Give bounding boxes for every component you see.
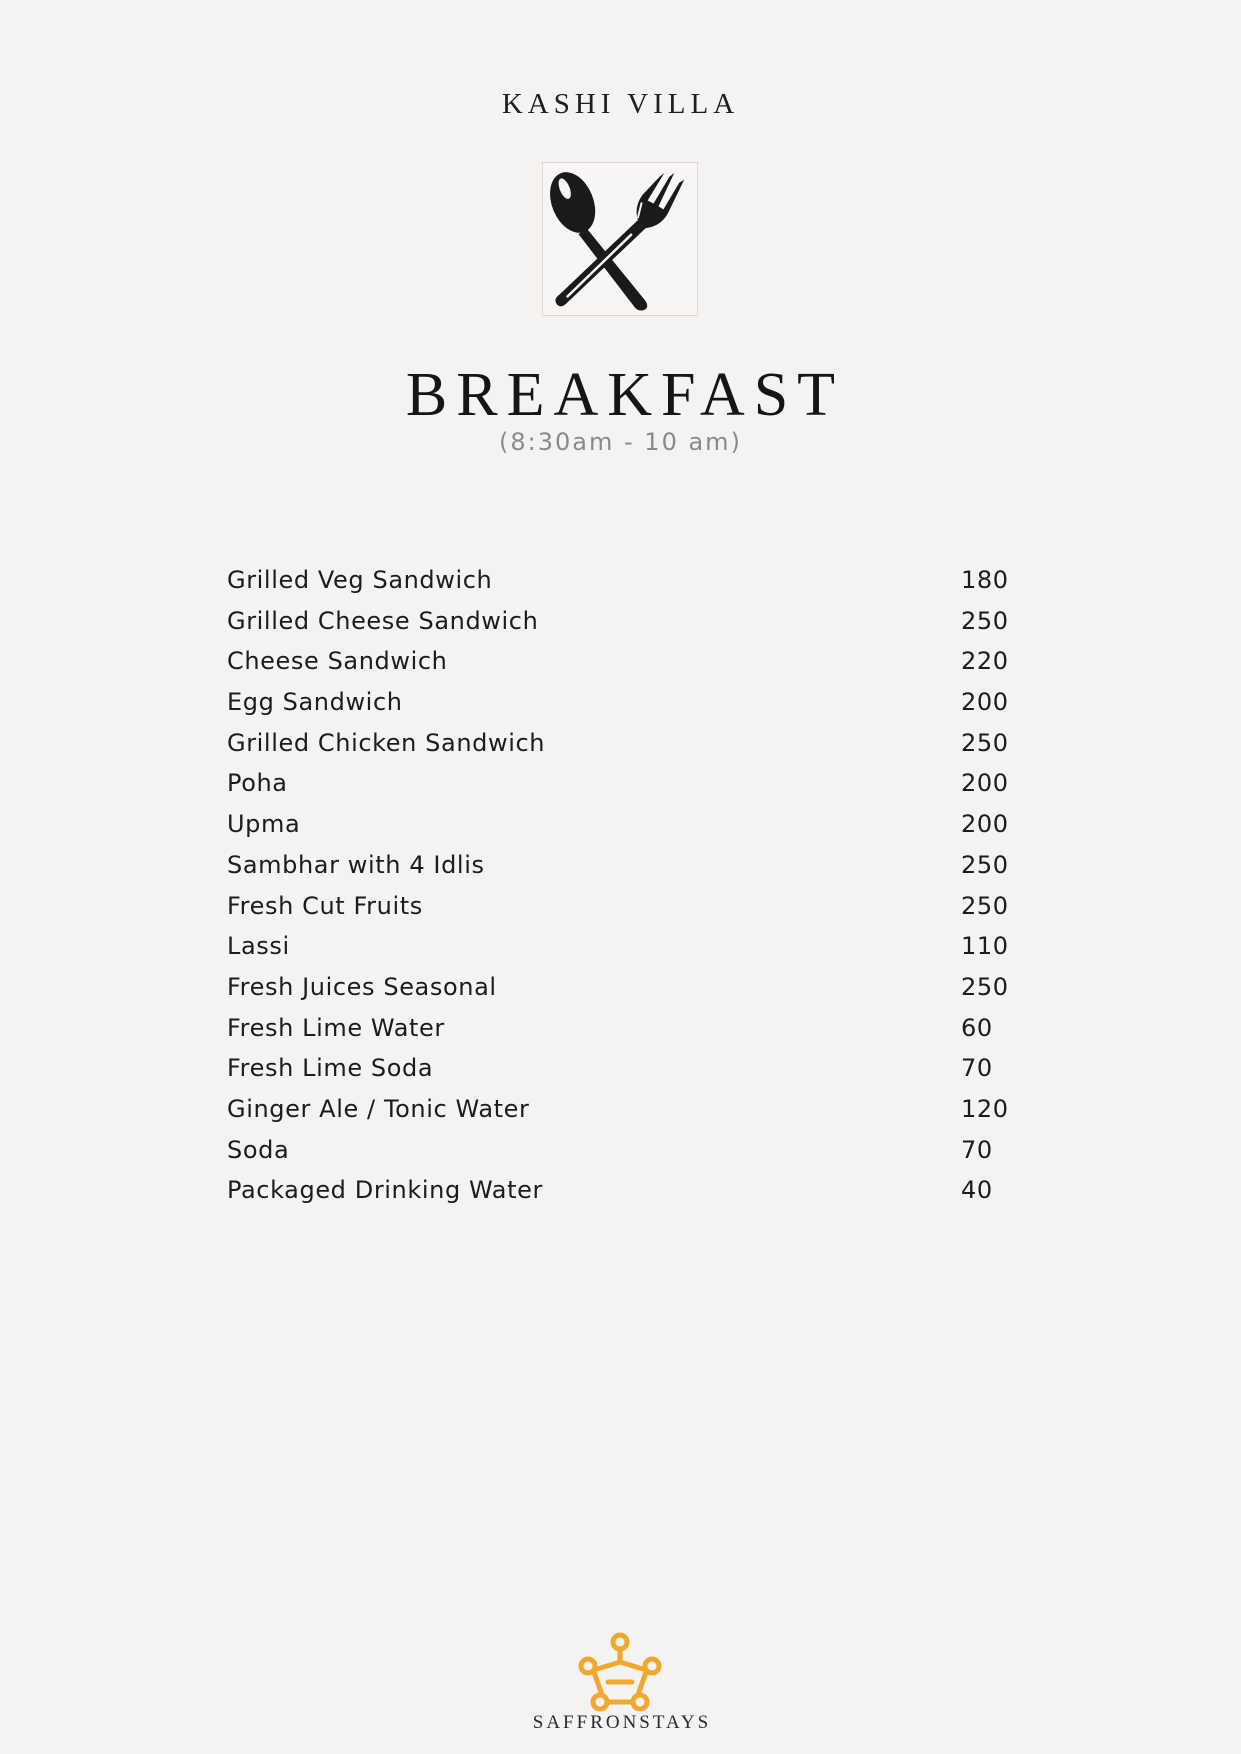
menu-item-name: Cheese Sandwich [227, 647, 448, 676]
menu-item [227, 765, 1027, 806]
menu-item-price: 70 [961, 1135, 993, 1164]
menu-item-name: Fresh Lime Soda [227, 1054, 434, 1083]
menu-item-name: Poha [227, 769, 288, 798]
menu-item [227, 725, 1027, 766]
menu-item [227, 643, 1027, 684]
menu-item-name: Sambhar with 4 Idlis [227, 850, 485, 879]
menu-item-name: Egg Sandwich [227, 688, 403, 717]
menu-item [227, 847, 1027, 888]
menu-item [227, 1050, 1027, 1091]
menu-item-name: Upma [227, 810, 301, 839]
menu-item-price: 70 [961, 1054, 993, 1083]
menu-item-price: 250 [961, 728, 1009, 757]
spoon-fork-icon [542, 162, 698, 316]
menu-item-price: 250 [961, 606, 1009, 635]
menu-item [227, 1010, 1027, 1051]
section-title: BREAKFAST [405, 361, 845, 429]
menu-item [227, 806, 1027, 847]
section-hours: (8:30am - 10 am) [499, 428, 742, 456]
brand-name: SAFFRONSTAYS [532, 1712, 712, 1733]
menu-item-price: 250 [961, 972, 1009, 1001]
menu-item-price: 180 [961, 566, 1009, 594]
menu-item [227, 1172, 1027, 1213]
menu-item-name: Fresh Juices Seasonal [227, 972, 497, 1001]
menu-item-name: Ginger Ale / Tonic Water [227, 1094, 530, 1123]
menu-item [227, 603, 1027, 644]
menu-item-price: 220 [961, 647, 1009, 676]
menu-item-name: Packaged Drinking Water [227, 1176, 543, 1205]
menu-item-price: 250 [961, 850, 1009, 879]
menu-item [227, 969, 1027, 1010]
menu-item [227, 928, 1027, 969]
menu-item [227, 888, 1027, 929]
menu-item-price: 200 [961, 810, 1009, 839]
menu-item-price: 40 [961, 1176, 993, 1205]
menu-item [227, 562, 1027, 603]
saffronstays-logo-icon [578, 1632, 662, 1712]
menu-item-name: Fresh Lime Water [227, 1013, 445, 1042]
menu-item-price: 200 [961, 688, 1009, 717]
menu-item-name: Grilled Veg Sandwich [227, 566, 493, 594]
menu-item-price: 250 [961, 891, 1009, 920]
menu-item-price: 60 [961, 1013, 993, 1042]
menu-item-name: Fresh Cut Fruits [227, 891, 423, 920]
menu-item-name: Grilled Cheese Sandwich [227, 606, 539, 635]
menu-list [227, 562, 1027, 1213]
venue-name: KASHI VILLA [501, 88, 740, 120]
menu-item-name: Lassi [227, 932, 290, 961]
menu-item-name: Grilled Chicken Sandwich [227, 728, 546, 757]
menu-item [227, 1132, 1027, 1173]
menu-item-price: 110 [961, 932, 1009, 961]
menu-item [227, 1091, 1027, 1132]
menu-item [227, 684, 1027, 725]
menu-item-price: 200 [961, 769, 1009, 798]
menu-item-price: 120 [961, 1094, 1009, 1123]
menu-item-name: Soda [227, 1135, 290, 1164]
